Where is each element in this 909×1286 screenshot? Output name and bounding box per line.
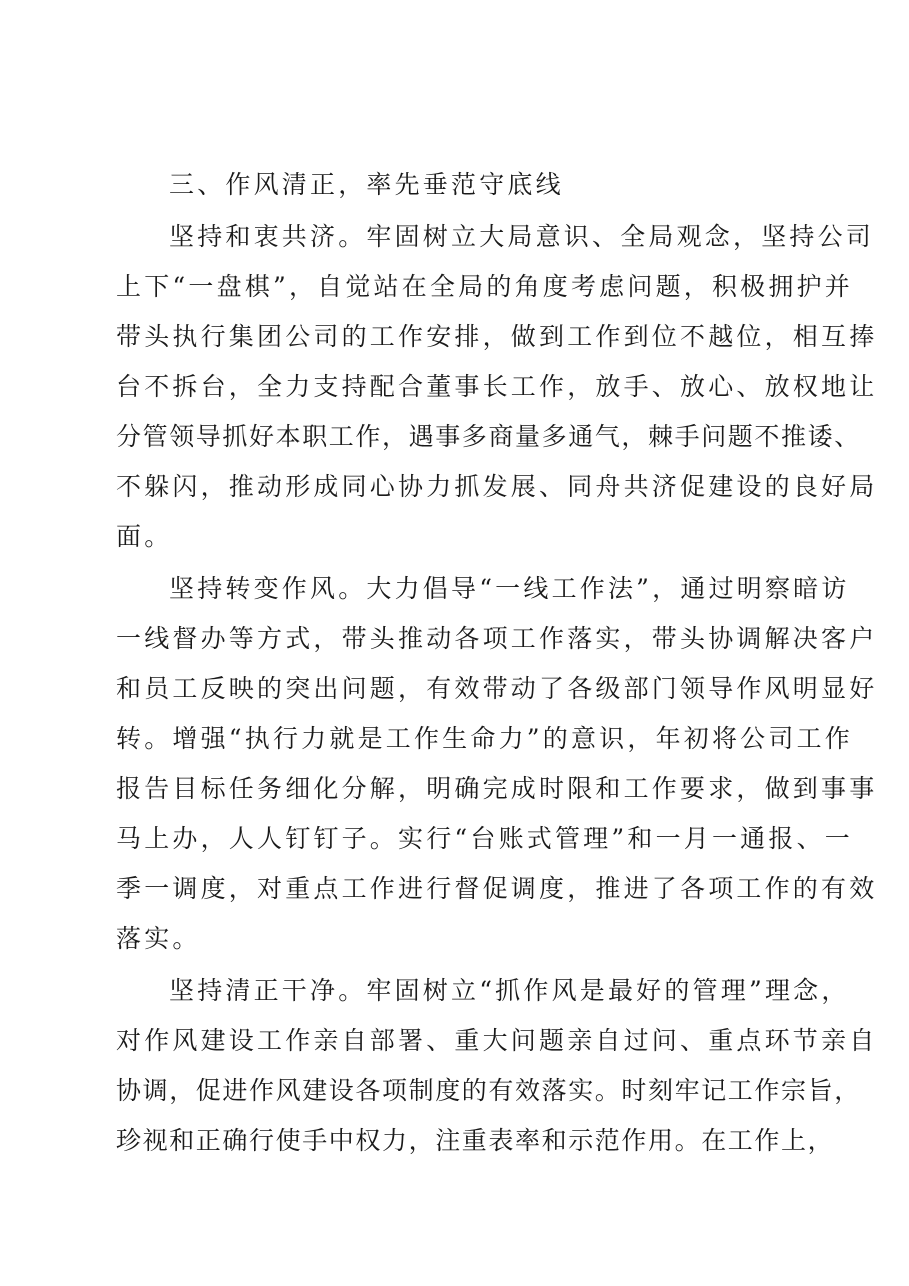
paragraph-line: 马上办，人人钉钉子。实行“台账式管理”和一月一通报、一 bbox=[116, 824, 853, 853]
paragraph-line: 带头执行集团公司的工作安排，做到工作到位不越位，相互捧 bbox=[116, 322, 878, 351]
paragraph-line: 坚持和衷共济。牢固树立大局意识、全局观念，坚持公司 bbox=[169, 222, 875, 251]
paragraph-line: 对作风建设工作亲自部署、重大问题亲自过问、重点环节亲自 bbox=[116, 1026, 878, 1055]
paragraph-line: 一线督办等方式，带头推动各项工作落实，带头协调解决客户 bbox=[116, 624, 878, 653]
paragraph-line: 坚持清正干净。牢固树立“抓作风是最好的管理”理念， bbox=[169, 976, 850, 1005]
paragraph-line: 不躲闪，推动形成同心协力抓发展、同舟共济促建设的良好局 bbox=[116, 472, 878, 501]
paragraph-line: 台不拆台，全力支持配合董事长工作，放手、放心、放权地让 bbox=[116, 372, 878, 401]
paragraph-line: 转。增强“执行力就是工作生命力”的意识，年初将公司工作 bbox=[116, 724, 853, 753]
paragraph-line: 季一调度，对重点工作进行督促调度，推进了各项工作的有效 bbox=[116, 874, 878, 903]
paragraph-line: 落实。 bbox=[116, 924, 201, 953]
paragraph-line: 协调，促进作风建设各项制度的有效落实。时刻牢记工作宗旨， bbox=[116, 1076, 861, 1105]
paragraph-line: 报告目标任务细化分解，明确完成时限和工作要求，做到事事 bbox=[116, 774, 878, 803]
paragraph-line: 面。 bbox=[116, 522, 173, 551]
paragraph-line: 上下“一盘棋”，自觉站在全局的角度考虑问题，积极拥护并 bbox=[116, 272, 853, 301]
paragraph-line: 坚持转变作风。大力倡导“一线工作法”，通过明察暗访 bbox=[169, 574, 850, 603]
paragraph-line: 珍视和正确行使手中权力，注重表率和示范作用。在工作上， bbox=[116, 1126, 835, 1155]
section-heading: 三、作风清正，率先垂范守底线 bbox=[169, 170, 564, 199]
paragraph-line: 和员工反映的突出问题，有效带动了各级部门领导作风明显好 bbox=[116, 674, 878, 703]
paragraph-line: 分管领导抓好本职工作，遇事多商量多通气，棘手问题不推诿、 bbox=[116, 422, 861, 451]
